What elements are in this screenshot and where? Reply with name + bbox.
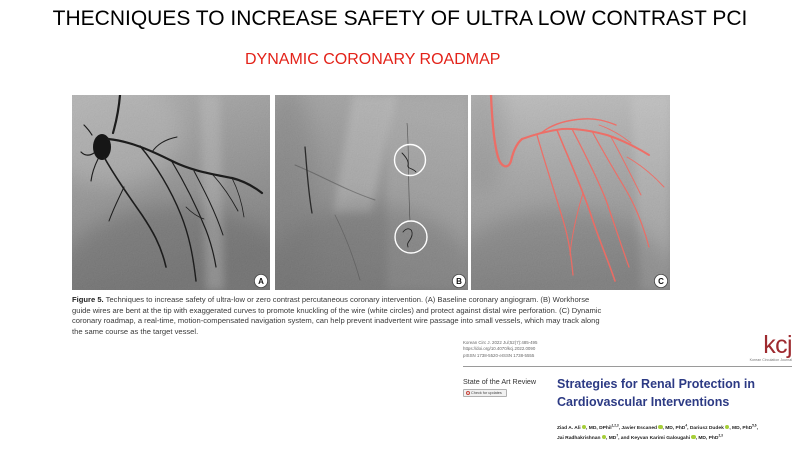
left-main-opacification	[93, 134, 111, 160]
angiogram-image	[72, 95, 270, 290]
caption-line	[72, 295, 601, 306]
panel-label: C	[658, 277, 664, 286]
article-title-line: Strategies for Renal Protection in	[557, 377, 755, 391]
author-affiliations: 5,6	[752, 423, 757, 428]
author-credentials: , MD, DPhil	[586, 426, 612, 431]
author-line	[557, 434, 758, 444]
author-separator: ,	[687, 426, 690, 431]
image-grain	[275, 95, 468, 290]
citation-line: Korean Circ J. 2022 Jul;52(7):485-495	[463, 340, 538, 345]
author-name: Javier Escaned	[621, 426, 658, 431]
header-divider	[463, 366, 792, 367]
panel-label: A	[258, 277, 264, 286]
author-affiliations: 2,3	[718, 432, 723, 437]
figure-panel-c	[471, 95, 670, 290]
author-name: Ziad A. Ali	[557, 426, 581, 431]
caption-line: coronary roadmap, a real-time, motion-compensated navigation system, can help prevent inadvertent wire passage into small vessels, which may track along	[72, 316, 600, 326]
slide-title: THECNIQUES TO INCREASE SAFETY OF ULTRA LOW CONTRAST PCI	[52, 7, 748, 30]
panel-label: B	[456, 277, 462, 286]
citation-block	[463, 340, 537, 359]
check-for-updates-button	[463, 389, 507, 397]
article-title-line: Cardiovascular Interventions	[557, 395, 730, 409]
journal-logo: kcj	[763, 331, 792, 359]
panel-label-badge	[654, 274, 667, 287]
author-list	[557, 424, 758, 443]
author-credentials: , MD	[605, 435, 617, 441]
author-credentials: , MD, PhD	[695, 435, 719, 441]
article-title	[557, 375, 755, 411]
author-name: Keyvan Karimi Galougahi	[630, 435, 691, 441]
author-separator: , and	[618, 435, 631, 441]
author-separator: ,	[756, 426, 758, 431]
article-section-label: State of the Art Review	[463, 377, 537, 386]
caption-text: Techniques to increase safety of ultra-low or zero contrast percutaneous coronary intervention. (A) Baseline coronary angiogram. (B) Workhorse	[105, 295, 590, 304]
slide-subtitle: DYNAMIC CORONARY ROADMAP	[245, 51, 501, 68]
figure-panel-a	[72, 95, 270, 290]
author-credentials: , MD, PhD	[729, 426, 753, 431]
caption-line: the same course as the target vessel.	[72, 327, 199, 337]
caption-line: guide wires are bent at the tip with exaggerated curves to promote knuckling of the wire (white circles) and protect against distal wire perforation. (C) Dynamic	[72, 305, 602, 315]
author-name: Jai Radhakrishnan	[557, 435, 601, 441]
author-affiliations: 4	[685, 423, 688, 428]
angiogram-image	[275, 95, 468, 290]
figure-caption	[72, 295, 601, 338]
check-updates-label: Check for updates	[471, 391, 502, 395]
author-separator: ,	[618, 426, 622, 431]
crossmark-icon	[466, 391, 470, 395]
caption-figure-label: Figure 5.	[72, 295, 104, 304]
panel-label-badge	[452, 274, 465, 287]
journal-name: Korean Circulation Journal	[749, 358, 792, 362]
figure-panel-b	[275, 95, 468, 290]
issn-line: pISSN 1738-5520·eISSN 1738-5555	[463, 352, 535, 358]
doi-line: https://doi.org/10.4070/kcj.2022.0090	[463, 346, 536, 352]
author-affiliations: 7	[616, 432, 619, 437]
author-line	[557, 424, 758, 434]
author-name: Dariusz Dudek	[689, 426, 724, 431]
panel-label-badge	[254, 274, 267, 287]
author-credentials: , MD, PhD	[662, 426, 686, 431]
angiogram-image	[471, 95, 670, 290]
author-affiliations: 1,2,3	[611, 423, 619, 428]
